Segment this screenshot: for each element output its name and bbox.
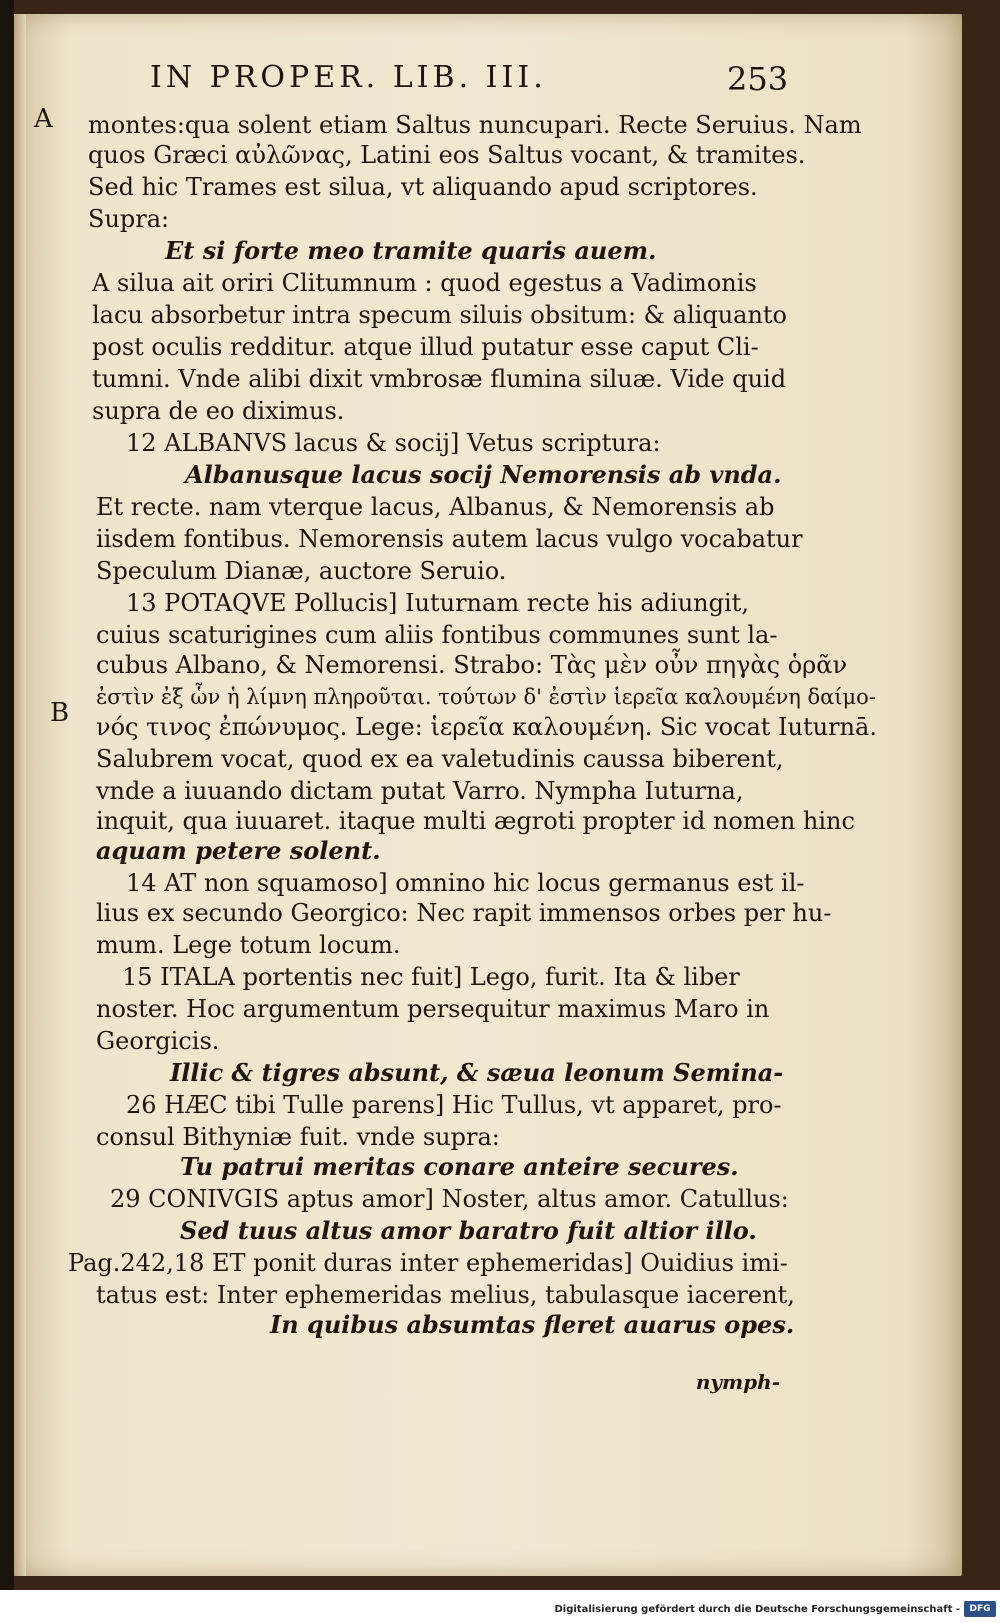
- catchword: nymph-: [695, 1370, 780, 1394]
- text-line: Tu patrui meritas conare anteire secures.: [180, 1152, 739, 1181]
- text-line: Sed tuus altus amor baratro fuit altior illo.: [180, 1216, 757, 1245]
- text-line: Sed hic Trames est silua, vt aliquando apud scriptores.: [88, 173, 758, 201]
- text-line: consul Bithyniæ fuit. vnde supra:: [96, 1123, 500, 1151]
- text-line: 14 AT non squamoso] omnino hic locus germanus est il-: [126, 869, 805, 897]
- text-line: Speculum Dianæ, auctore Seruio.: [96, 557, 507, 585]
- text-line: vnde a iuuando dictam putat Varro. Nympha Iuturna,: [96, 777, 744, 805]
- text-line: lius ex secundo Georgico: Nec rapit immensos orbes per hu-: [96, 899, 832, 927]
- page-gutter: [14, 14, 26, 1576]
- text-line: Et recte. nam vterque lacus, Albanus, & Nemorensis ab: [96, 493, 775, 521]
- text-line: tumni. Vnde alibi dixit vmbrosæ flumina siluæ. Vide quid: [92, 365, 787, 393]
- text-line: In quibus absumtas fleret auarus opes.: [270, 1310, 795, 1339]
- scan-background: [0, 0, 14, 1623]
- text-line: iisdem fontibus. Nemorensis autem lacus vulgo vocabatur: [96, 525, 803, 553]
- text-line: Illic & tigres absunt, & sæua leonum Semina-: [170, 1058, 784, 1087]
- text-line: νός τινος ἐπώνυμος. Lege: ἱερεῖα καλουμένη. Sic vocat Iuturnā.: [96, 713, 877, 741]
- text-line: 29 CONIVGIS aptus amor] Noster, altus amor. Catullus:: [110, 1185, 789, 1213]
- running-title: IN PROPER. LIB. III.: [150, 60, 547, 95]
- text-line: Salubrem vocat, quod ex ea valetudinis caussa biberent,: [96, 745, 784, 773]
- text-line: aquam petere solent.: [96, 836, 381, 865]
- text-line: inquit, qua iuuaret. itaque multi ægroti propter id nomen hinc: [96, 807, 855, 835]
- text-line: lacu absorbetur intra specum siluis obsitum: & aliquanto: [92, 301, 788, 329]
- page-number: 253: [727, 60, 789, 98]
- funding-credit: Digitalisierung gefördert durch die Deutsche Forschungsgemeinschaft -: [554, 1604, 960, 1615]
- text-line: Albanusque lacus socij Nemorensis ab vnda.: [185, 460, 782, 489]
- text-line: post oculis redditur. atque illud putatur esse caput Cli-: [92, 333, 759, 361]
- text-line: A silua ait oriri Clitumnum : quod egestus a Vadimonis: [92, 269, 757, 297]
- text-line: supra de eo diximus.: [92, 397, 345, 425]
- text-line: 26 HÆC tibi Tulle parens] Hic Tullus, vt apparet, pro-: [126, 1091, 782, 1119]
- text-line: Georgicis.: [96, 1027, 220, 1055]
- text-line: 13 POTAQVE Pollucis] Iuturnam recte his adiungit,: [126, 589, 749, 617]
- text-line: Pag.242,18 ET ponit duras inter ephemeridas] Ouidius imi-: [68, 1249, 788, 1277]
- text-line: quos Græci αὐλῶνας, Latini eos Saltus vocant, & tramites.: [88, 141, 806, 169]
- text-line: ἐστὶν ἐξ ὧν ἡ λίμνη πληροῦται. τούτων δ' ἐστὶν ἱερεῖα καλουμένη δαίμο-: [96, 685, 876, 709]
- text-line: mum. Lege totum locum.: [96, 931, 401, 959]
- text-line: 12 ALBANVS lacus & socij] Vetus scriptura:: [126, 429, 661, 457]
- dfg-logo: DFG: [964, 1601, 996, 1617]
- margin-letter-a: A: [34, 104, 53, 134]
- text-line: cuius scaturigines cum aliis fontibus communes sunt la-: [96, 621, 778, 649]
- text-line: 15 ITALA portentis nec fuit] Lego, furit. Ita & liber: [122, 963, 740, 991]
- text-line: montes:qua solent etiam Saltus nuncupari. Recte Seruius. Nam: [88, 111, 862, 139]
- text-line: Et si forte meo tramite quaris auem.: [165, 236, 657, 265]
- text-line: cubus Albano, & Nemorensi. Strabo: Τὰς μὲν οὖν πηγὰς ὁρᾶν: [96, 651, 848, 679]
- margin-letter-b: B: [50, 698, 70, 728]
- text-line: tatus est: Inter ephemeridas melius, tabulasque iacerent,: [96, 1281, 795, 1309]
- text-line: noster. Hoc argumentum persequitur maximus Maro in: [96, 995, 770, 1023]
- text-line: Supra:: [88, 205, 170, 233]
